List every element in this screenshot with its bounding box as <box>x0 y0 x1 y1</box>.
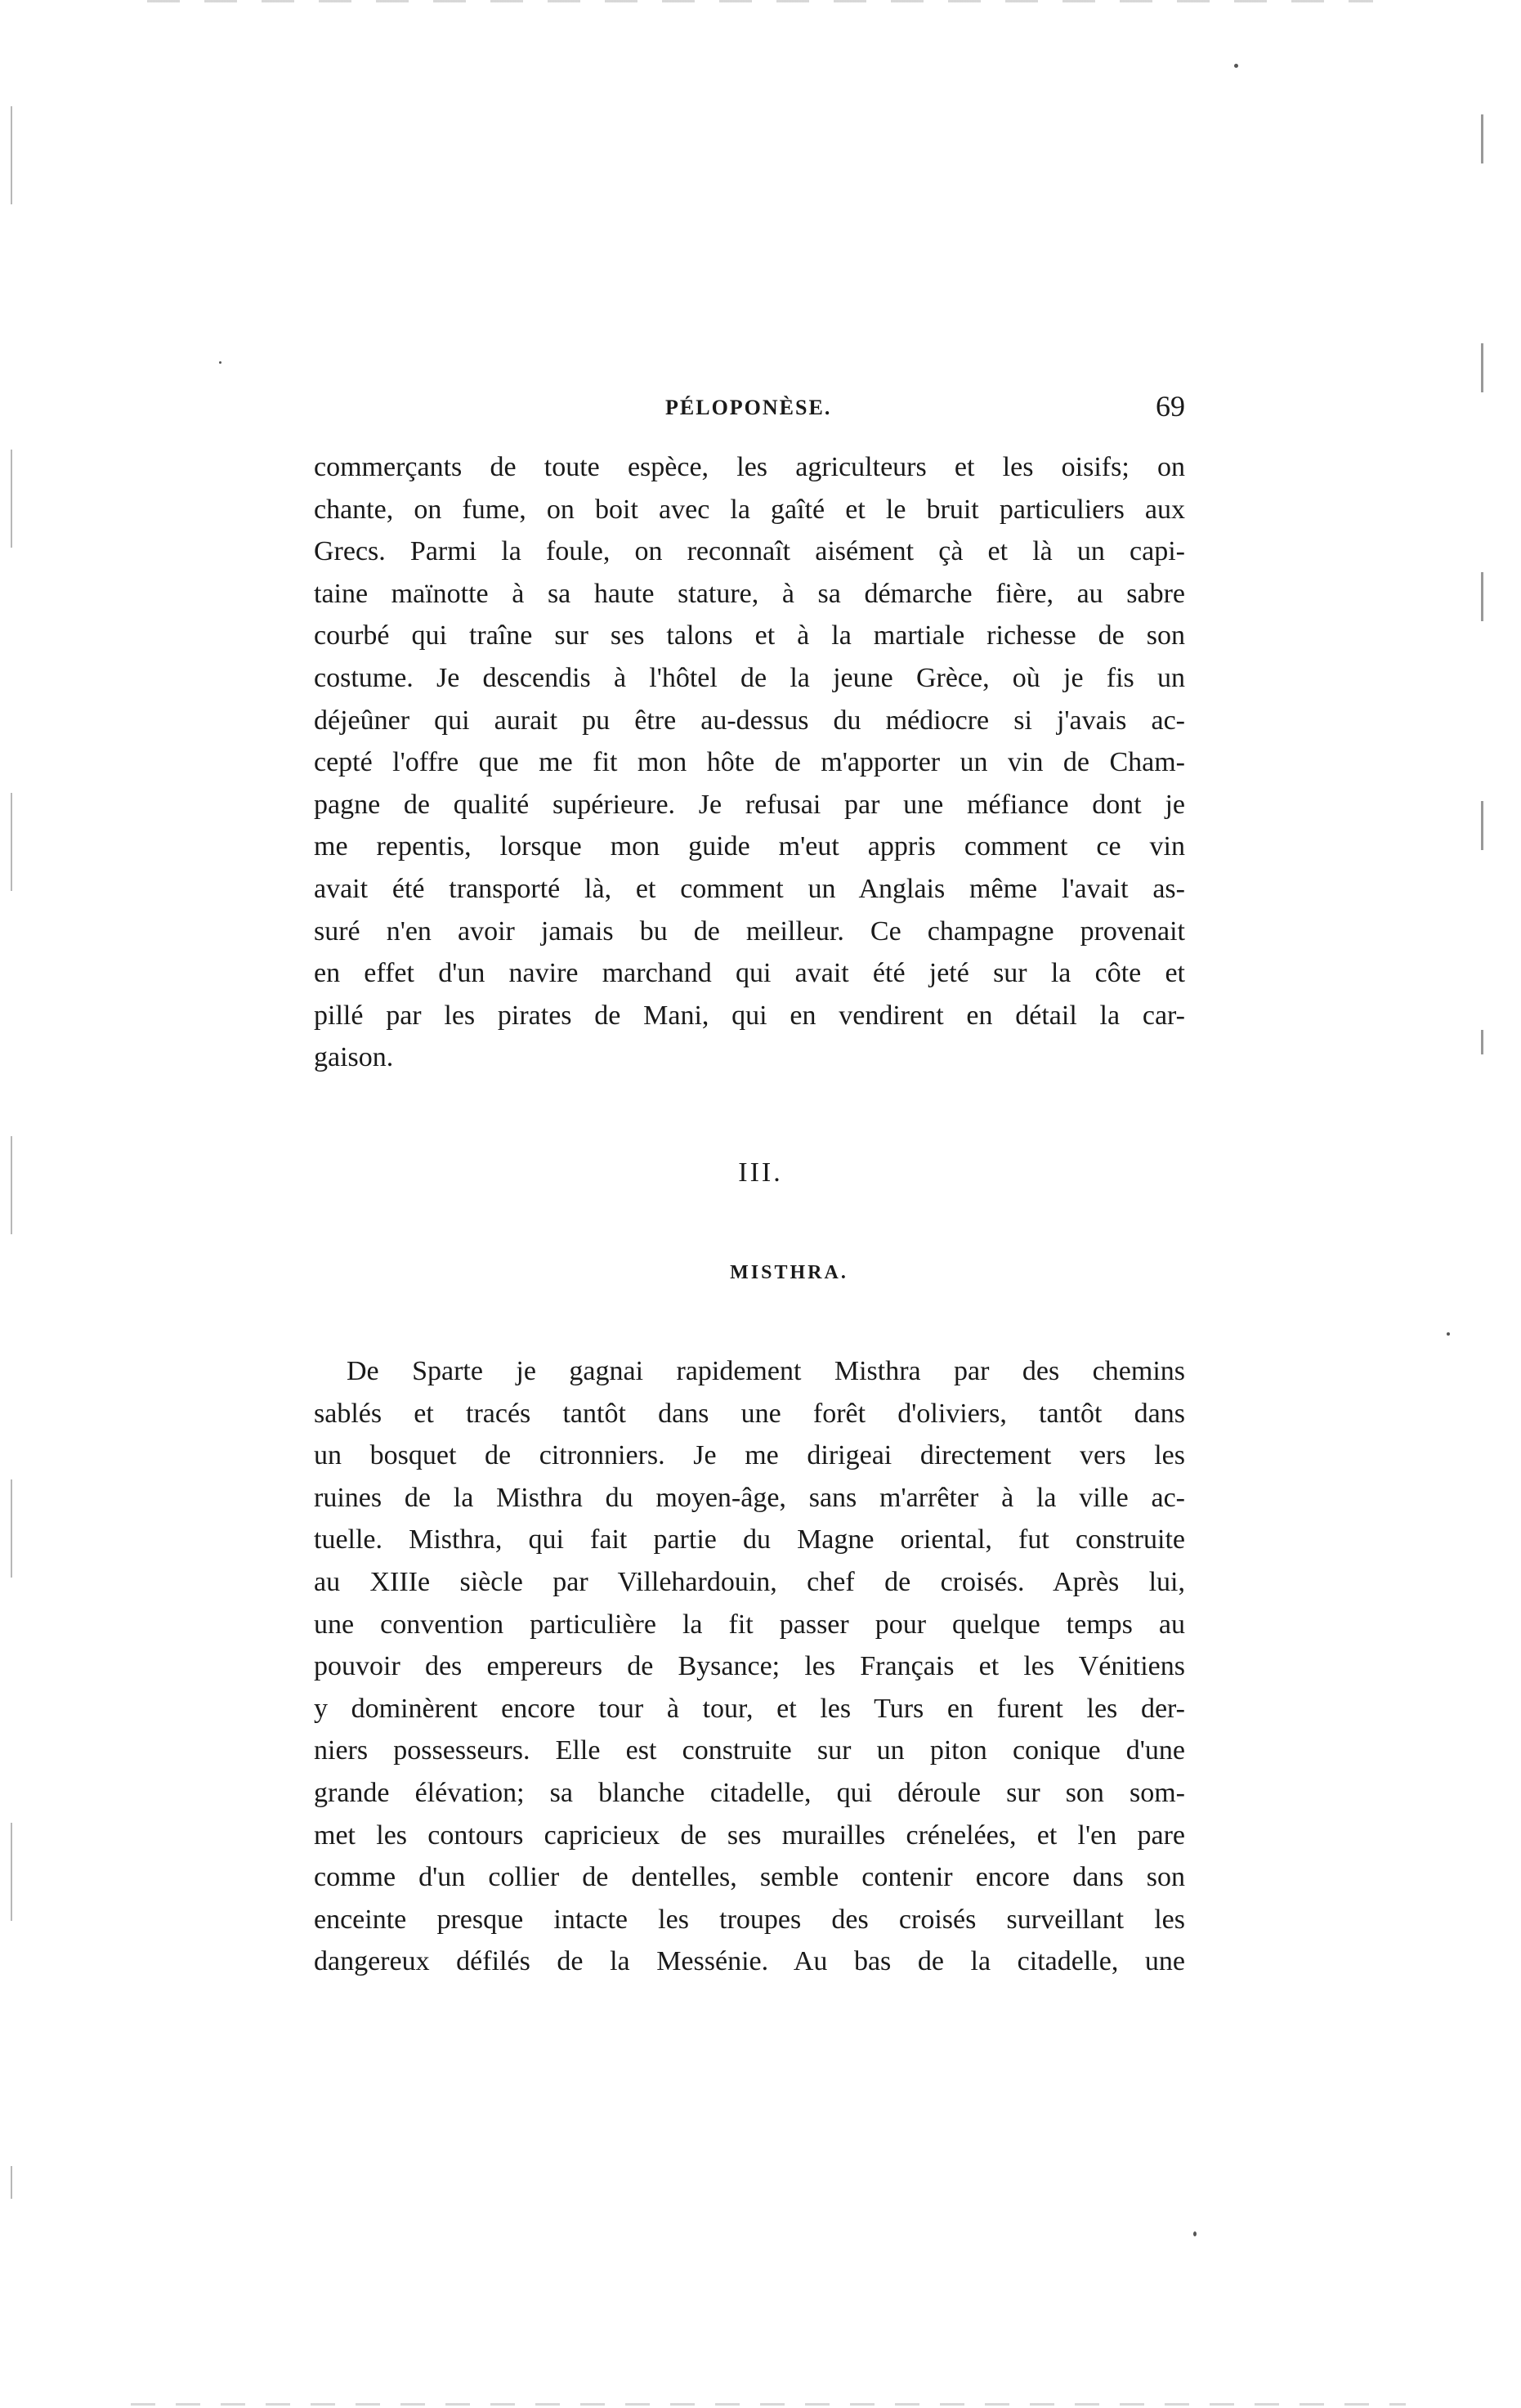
paragraph-line: au XIIIe siècle par Villehardouin, chef de croisés. Après lui, <box>314 1566 1185 1597</box>
paragraph-line: dangereux défilés de la Messénie. Au bas de la citadelle, une <box>314 1946 1185 1977</box>
paragraph-line: Grecs. Parmi la foule, on reconnaît aisément çà et là un capi- <box>314 536 1185 567</box>
paragraph-line: une convention particulière la fit passer pour quelque temps au <box>314 1609 1185 1640</box>
running-head <box>314 390 1185 428</box>
paragraph-line: enceinte presque intacte les troupes des croisés surveillant les <box>314 1904 1185 1935</box>
paragraph-line: me repentis, lorsque mon guide m'eut appris comment ce vin <box>314 831 1185 862</box>
paragraph-line: gaison. <box>314 1042 394 1073</box>
scan-speck <box>1447 1332 1450 1336</box>
paragraph-line: pagne de qualité supérieure. Je refusai par une méfiance dont je <box>314 789 1185 820</box>
paragraph-line: commerçants de toute espèce, les agriculteurs et les oisifs; on <box>314 452 1185 482</box>
scan-edge-top <box>147 0 1373 2</box>
paragraph-2 <box>314 1350 1185 1983</box>
paragraph-line: pouvoir des empereurs de Bysance; les Français et les Vénitiens <box>314 1651 1185 1682</box>
paragraph-line: suré n'en avoir jamais bu de meilleur. Ce champagne provenait <box>314 915 1185 947</box>
paragraph-line: niers possesseurs. Elle est construite sur un piton conique d'une <box>314 1735 1185 1766</box>
paragraph-line: taine maïnotte à sa haute stature, à sa démarche fière, au sabre <box>314 578 1185 609</box>
page-number: 69 <box>1156 390 1185 423</box>
scan-edge-bottom <box>131 2403 1406 2406</box>
paragraph-line: chante, on fume, on boit avec la gaîté et le bruit particuliers aux <box>314 494 1185 525</box>
paragraph-line: met les contours capricieux de ses murailles crénelées, et l'en pare <box>314 1819 1185 1851</box>
section-number: III. <box>738 1157 783 1188</box>
paragraph-line: grande élévation; sa blanche citadelle, qui déroule sur son som- <box>314 1777 1185 1808</box>
paragraph-line: avait été transporté là, et comment un Anglais même l'avait as- <box>314 873 1185 904</box>
scan-edge-right <box>1481 114 1483 1054</box>
paragraph-line: sablés et tracés tantôt dans une forêt d'oliviers, tantôt dans <box>314 1398 1185 1429</box>
paragraph-line: comme d'un collier de dentelles, semble contenir encore dans son <box>314 1862 1185 1893</box>
paragraph-line: déjeûner qui aurait pu être au-dessus du médiocre si j'avais ac- <box>314 705 1185 736</box>
paragraph-line: De Sparte je gagnai rapidement Misthra par des chemins <box>347 1356 1185 1386</box>
paragraph-1 <box>314 446 1185 1079</box>
paragraph-line: ruines de la Misthra du moyen-âge, sans m'arrêter à la ville ac- <box>314 1482 1185 1513</box>
paragraph-line: costume. Je descendis à l'hôtel de la jeune Grèce, où je fis un <box>314 662 1185 693</box>
paragraph-line: un bosquet de citronniers. Je me dirigeai directement vers les <box>314 1440 1185 1471</box>
scan-speck <box>1234 64 1238 68</box>
section-title: MISTHRA. <box>730 1262 848 1283</box>
paragraph-line: tuelle. Misthra, qui fait partie du Magne oriental, fut construite <box>314 1524 1185 1555</box>
paragraph-line: pillé par les pirates de Mani, qui en vendirent en détail la car- <box>314 1000 1185 1031</box>
paragraph-line: en effet d'un navire marchand qui avait été jeté sur la côte et <box>314 958 1185 989</box>
scan-speck <box>1193 2231 1197 2236</box>
running-title: PÉLOPONÈSE. <box>665 396 832 419</box>
paragraph-line: cepté l'offre que me fit mon hôte de m'apporter un vin de Cham- <box>314 747 1185 778</box>
scan-edge-left <box>11 106 12 2199</box>
paragraph-line: courbé qui traîne sur ses talons et à la martiale richesse de son <box>314 620 1185 651</box>
scan-speck <box>219 361 221 364</box>
paragraph-line: y dominèrent encore tour à tour, et les Turs en furent les der- <box>314 1693 1185 1724</box>
